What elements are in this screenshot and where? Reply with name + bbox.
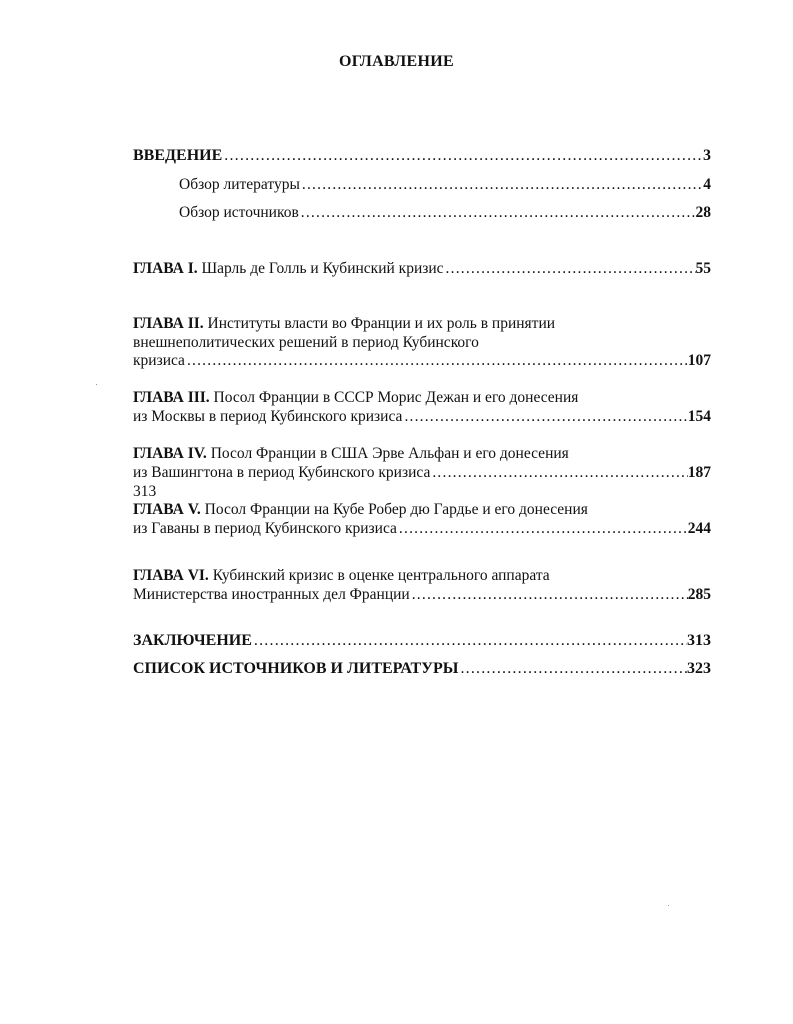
- chapter-number: ГЛАВА II.: [133, 315, 204, 332]
- dot-leader: [410, 585, 688, 605]
- scan-speck: [668, 905, 669, 906]
- chapter-title-continuation: внешнеполитических решений в период Кубинского: [133, 334, 479, 351]
- chapter-number: ГЛАВА III.: [133, 389, 210, 406]
- dot-leader: [430, 463, 687, 483]
- dot-leader: [300, 175, 703, 195]
- toc-entry-chapter-5-line-1[interactable]: [133, 500, 711, 520]
- chapter-number: ГЛАВА IV.: [133, 445, 207, 462]
- scan-speck: [96, 384, 97, 385]
- toc-page-number: 4: [703, 176, 711, 193]
- toc-page-number: 285: [687, 586, 711, 603]
- toc-entry-literature-review[interactable]: [179, 175, 711, 195]
- toc-entry-label: Обзор литературы: [179, 176, 300, 193]
- dot-leader: [185, 351, 688, 371]
- toc-entry-chapter-2-line-1[interactable]: [133, 314, 711, 334]
- toc-entry-label: [133, 259, 444, 279]
- toc-page-number: 154: [687, 408, 711, 425]
- dot-leader: [222, 146, 703, 166]
- chapter-title-continuation: кризиса: [133, 352, 185, 369]
- toc-entry-conclusion[interactable]: [133, 631, 711, 651]
- dot-leader: [458, 659, 687, 679]
- chapter-number: ГЛАВА V.: [133, 501, 201, 518]
- dot-leader: [444, 259, 696, 279]
- chapter-title-continuation: из Гаваны в период Кубинского кризиса: [133, 520, 397, 537]
- toc-entry-chapter-6-line-2[interactable]: [133, 585, 711, 605]
- toc-entry-chapter-4-line-1[interactable]: [133, 444, 711, 464]
- toc-page-number: 3: [703, 147, 711, 164]
- chapter-title-continuation: из Москвы в период Кубинского кризиса: [133, 408, 403, 425]
- toc-entry-chapter-1[interactable]: [133, 259, 711, 279]
- dot-leader: [397, 519, 688, 539]
- toc-entry-chapter-2-line-2: [133, 333, 711, 353]
- toc-entry-chapter-3-line-1[interactable]: [133, 388, 711, 408]
- toc-page-number: 107: [687, 352, 711, 369]
- page-title: ОГЛАВЛЕНИЕ: [339, 53, 454, 70]
- chapter-title: Посол Франции в США Эрве Альфан и его донесения: [210, 445, 569, 462]
- toc-page-number: 55: [695, 260, 711, 277]
- chapter-title: Кубинский кризис в оценке центрального аппарата: [212, 567, 550, 584]
- toc-entry-chapter-6-line-1[interactable]: [133, 566, 711, 586]
- toc-entry-label: ЗАКЛЮЧЕНИЕ: [133, 632, 252, 649]
- toc-entry-introduction[interactable]: [133, 146, 711, 166]
- dot-leader: [299, 203, 696, 223]
- chapter-title: Институты власти во Франции и их роль в принятии: [207, 315, 556, 332]
- toc-page-number: 313: [687, 632, 711, 649]
- dot-leader: [252, 631, 687, 651]
- toc-entry-label: Обзор источников: [179, 204, 299, 221]
- toc-page-number: 187: [687, 464, 711, 481]
- toc-entry-label: СПИСОК ИСТОЧНИКОВ И ЛИТЕРАТУРЫ: [133, 660, 459, 677]
- chapter-title: Посол Франции в СССР Морис Дежан и его донесения: [213, 389, 579, 406]
- chapter-title-continuation: Министерства иностранных дел Франции: [133, 586, 410, 603]
- toc-entry-sources-and-literature[interactable]: [133, 659, 711, 679]
- toc-entry-sources-review[interactable]: [179, 203, 711, 223]
- chapter-number: ГЛАВА I.: [133, 260, 198, 277]
- toc-page-number: 28: [695, 204, 711, 221]
- chapter-number: ГЛАВА VI.: [133, 567, 209, 584]
- dot-leader: [402, 407, 687, 427]
- chapter-title-continuation: из Вашингтона в период Кубинского кризиса: [133, 464, 431, 481]
- chapter-title: Посол Франции на Кубе Робер дю Гардье и его донесения: [204, 501, 588, 518]
- toc-page-number: 244: [687, 520, 711, 537]
- toc-entry-chapter-3-line-2[interactable]: [133, 407, 711, 427]
- stray-number-text: 313: [133, 483, 157, 500]
- toc-entry-chapter-5-line-2[interactable]: [133, 519, 711, 539]
- chapter-title: Шарль де Голль и Кубинский кризис: [201, 260, 444, 277]
- toc-entry-label: ВВЕДЕНИЕ: [133, 147, 223, 164]
- stray-page-number: [133, 482, 711, 502]
- toc-entry-chapter-4-line-2[interactable]: [133, 463, 711, 483]
- toc-entry-chapter-2-line-3[interactable]: [133, 351, 711, 371]
- toc-page-number: 323: [687, 660, 711, 677]
